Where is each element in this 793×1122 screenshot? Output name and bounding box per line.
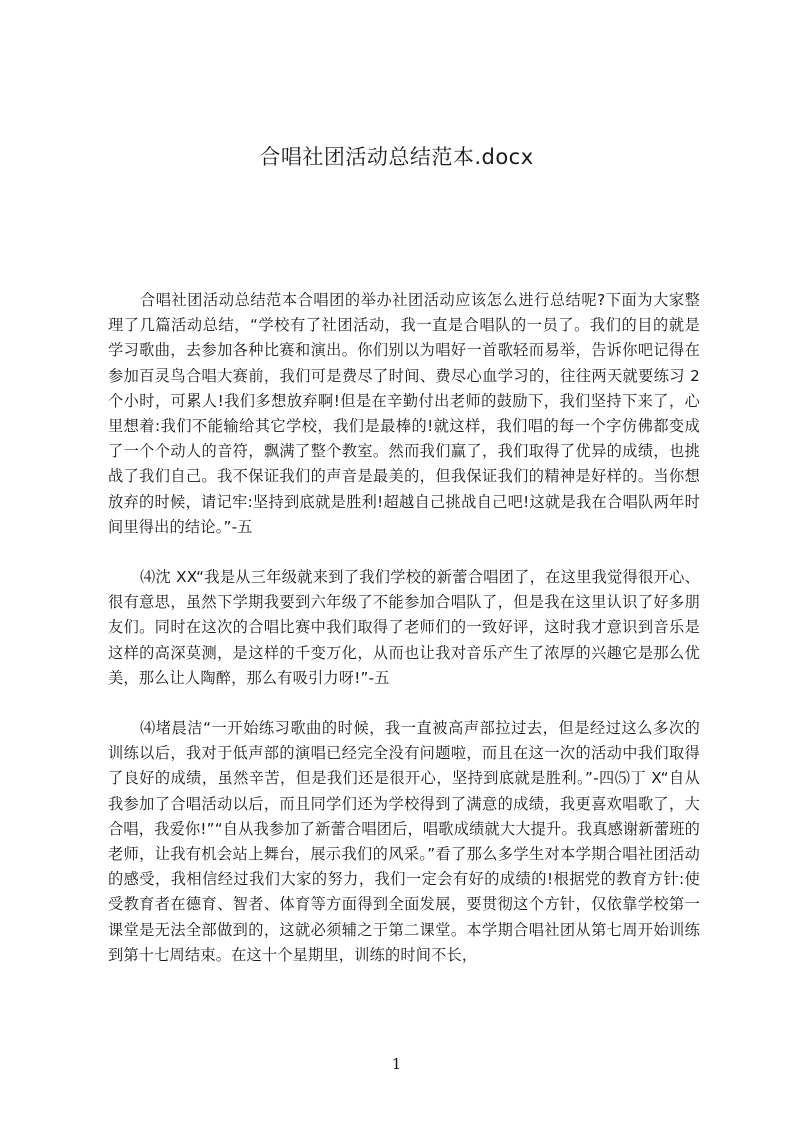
- paragraph-3: ⑷堵晨洁“一开始练习歌曲的时候，我一直被高声部拉过去，但是经过这么多次的训练以后，我对于低声部的演唱已经完全没有问题啦，而且在这一次的活动中我们取得了良好的成绩，虽然辛苦，但是我们还是很开心，坚持到底就是胜利。”-四⑸丁 X“自从我参加了合唱活动以后，而且同学们还为学校得到了满意的成绩，我更喜欢唱歌了，大合唱，我爱你!”“自从我参加了新蕾合唱团后，唱歌成绩就大大提升。我真感谢新蕾班的老师，让我有机会站上舞台，展示我们的风采。”看了那么多学生对本学期合唱社团活动的感受，我相信经过我们大家的努力，我们一定会有好的成绩的!根据党的教育方针:使受教育者在德育、智者、体育等方面得到全面发展，要贯彻这个方针，仅依靠学校第一课堂是无法全部做到的，这就必须辅之于第二课堂。本学期合唱社团从第七周开始训练到第十七周结束。在这十个星期里，训练的时间不长，: [108, 719, 700, 964]
- page-number: 1: [391, 1055, 402, 1073]
- paragraph-1: 合唱社团活动总结范本合唱团的举办社团活动应该怎么进行总结呢?下面为大家整理了几篇活动总结，“学校有了社团活动，我一直是合唱队的一员了。我们的目的就是学习歌曲，去参加各种比赛和演出。你们别以为唱好一首歌轻而易举，告诉你吧记得在参加百灵鸟合唱大赛前，我们可是费尽了时间、费尽心血学习的，往往两天就要练习 2 个小时，可累人!我们多想放弃啊!但是在辛勤付出老师的鼓励下，我们坚持下来了，心里想着:我们不能输给其它学校，我们是最棒的!就这样，我们唱的每一个字仿佛都变成了一个个动人的音符，飘满了整个教室。然而我们赢了，我们取得了优异的成绩，也挑战了我们自己。我不保证我们的声音是最美的，但我保证我们的精神是好样的。当你想放弃的时候，请记牢:坚持到底就是胜利!超越自己挑战自己吧!这就是我在合唱队两年时间里得出的结论。”-五: [108, 291, 700, 536]
- document-body: [108, 288, 700, 968]
- document-title: 合唱社团活动总结范本.docx: [259, 145, 534, 169]
- paragraph-2: ⑷沈 XX“我是从三年级就来到了我们学校的新蕾合唱团了，在这里我觉得很开心、很有意思，虽然下学期我要到六年级了不能参加合唱队了，但是我在这里认识了好多朋友们。同时在这次的合唱比赛中我们取得了老师们的一致好评，这时我才意识到音乐是这样的高深莫测，是这样的千变万化，从而也让我对音乐产生了浓厚的兴趣它是那么优美，那么让人陶醉，那么有吸引力呀!”-五: [108, 568, 700, 687]
